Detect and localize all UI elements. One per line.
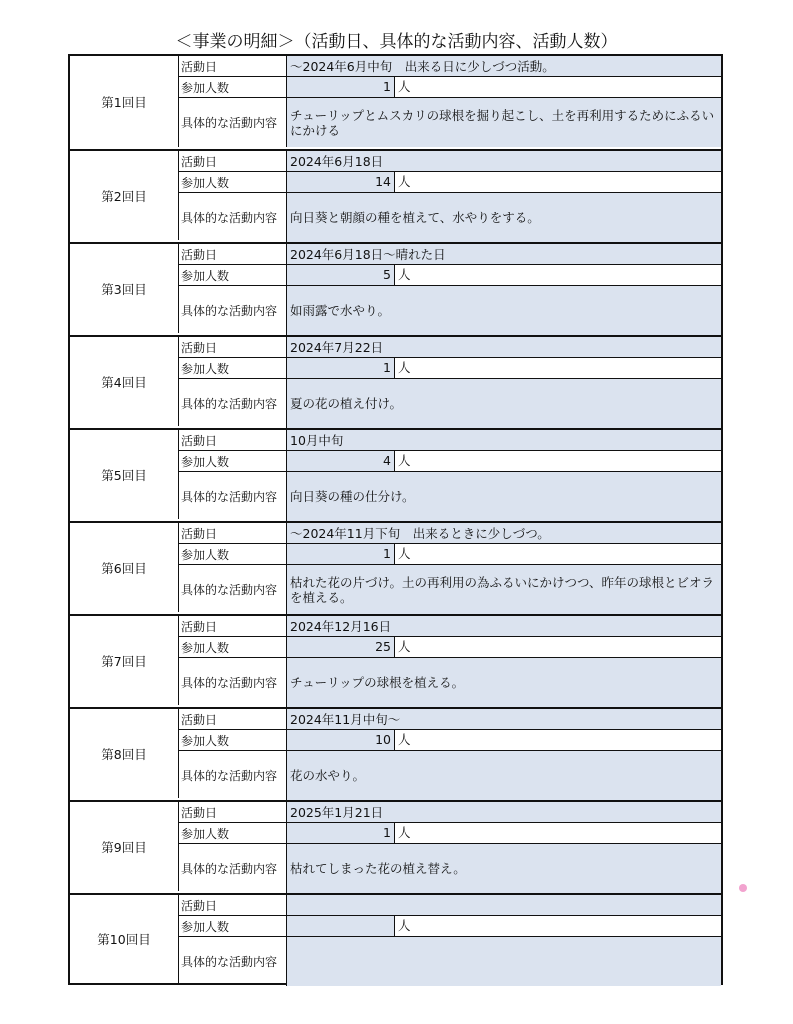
pink-dot-mark [739,884,747,892]
date-value[interactable]: 2024年6月18日～晴れた日 [287,244,721,265]
content-value[interactable]: 如雨露で水やり。 [287,286,721,335]
count-unit: 人 [395,730,721,751]
count-value[interactable]: 4 [287,451,395,472]
round-block [70,56,721,147]
content-label: 具体的な活動内容 [178,286,287,335]
date-value[interactable]: 2024年7月22日 [287,337,721,358]
count-value[interactable] [287,916,395,937]
activity-table [68,54,723,985]
count-value[interactable]: 14 [287,172,395,193]
round-block [70,149,721,240]
round-number: 第10回目 [70,895,179,983]
date-label: 活動日 [178,244,287,265]
content-label: 具体的な活動内容 [178,379,287,428]
round-block [70,707,721,798]
content-value[interactable]: チューリップの球根を植える。 [287,658,721,707]
content-label: 具体的な活動内容 [178,751,287,800]
count-value[interactable]: 1 [287,77,395,98]
count-unit: 人 [395,358,721,379]
content-value[interactable]: 夏の花の植え付け。 [287,379,721,428]
content-value[interactable]: 枯れてしまった花の植え替え。 [287,844,721,893]
date-label: 活動日 [178,430,287,451]
date-value[interactable]: 2024年6月18日 [287,151,721,172]
round-number: 第1回目 [70,56,179,147]
round-block [70,614,721,705]
count-value[interactable]: 25 [287,637,395,658]
date-value[interactable]: 10月中旬 [287,430,721,451]
page-title: ＜事業の明細＞（活動日、具体的な活動内容、活動人数） [175,32,618,52]
count-value[interactable]: 1 [287,544,395,565]
date-value[interactable]: 2024年12月16日 [287,616,721,637]
round-block [70,893,721,983]
count-label: 参加人数 [178,172,287,193]
count-unit: 人 [395,637,721,658]
content-label: 具体的な活動内容 [178,193,287,242]
round-block [70,242,721,333]
content-value[interactable]: チューリップとムスカリの球根を掘り起こし、土を再利用するためにふるいにかける [287,98,721,147]
date-label: 活動日 [178,895,287,916]
date-label: 活動日 [178,523,287,544]
date-label: 活動日 [178,56,287,77]
round-number: 第3回目 [70,244,179,333]
date-label: 活動日 [178,709,287,730]
count-label: 参加人数 [178,451,287,472]
count-label: 参加人数 [178,637,287,658]
count-unit: 人 [395,265,721,286]
count-label: 参加人数 [178,823,287,844]
content-value[interactable]: 向日葵の種の仕分け。 [287,472,721,521]
content-label: 具体的な活動内容 [178,472,287,521]
content-label: 具体的な活動内容 [178,937,287,986]
count-label: 参加人数 [178,916,287,937]
date-value[interactable]: 2024年11月中旬～ [287,709,721,730]
date-label: 活動日 [178,802,287,823]
round-block [70,335,721,426]
count-unit: 人 [395,172,721,193]
count-value[interactable]: 10 [287,730,395,751]
round-number: 第7回目 [70,616,179,705]
date-value[interactable] [287,895,721,916]
round-number: 第5回目 [70,430,179,519]
count-label: 参加人数 [178,544,287,565]
count-unit: 人 [395,451,721,472]
content-label: 具体的な活動内容 [178,98,287,147]
round-number: 第4回目 [70,337,179,426]
count-label: 参加人数 [178,730,287,751]
date-value[interactable]: ～2024年6月中旬 出来る日に少しづつ活動。 [287,56,721,77]
count-value[interactable]: 1 [287,823,395,844]
content-label: 具体的な活動内容 [178,658,287,707]
count-label: 参加人数 [178,77,287,98]
content-value[interactable]: 向日葵と朝顔の種を植えて、水やりをする。 [287,193,721,242]
round-number: 第6回目 [70,523,179,612]
date-label: 活動日 [178,151,287,172]
date-label: 活動日 [178,616,287,637]
content-value[interactable]: 花の水やり。 [287,751,721,800]
count-label: 参加人数 [178,358,287,379]
round-block [70,521,721,612]
count-unit: 人 [395,823,721,844]
content-label: 具体的な活動内容 [178,844,287,893]
round-number: 第9回目 [70,802,179,891]
date-value[interactable]: ～2024年11月下旬 出来るときに少しづつ。 [287,523,721,544]
date-label: 活動日 [178,337,287,358]
content-label: 具体的な活動内容 [178,565,287,614]
count-value[interactable]: 5 [287,265,395,286]
content-value[interactable] [287,937,721,986]
count-value[interactable]: 1 [287,358,395,379]
round-block [70,428,721,519]
round-number: 第2回目 [70,151,179,240]
count-unit: 人 [395,916,721,937]
content-value[interactable]: 枯れた花の片づけ。土の再利用の為ふるいにかけつつ、昨年の球根とビオラを植える。 [287,565,721,614]
round-number: 第8回目 [70,709,179,798]
round-block [70,800,721,891]
count-unit: 人 [395,77,721,98]
date-value[interactable]: 2025年1月21日 [287,802,721,823]
count-unit: 人 [395,544,721,565]
count-label: 参加人数 [178,265,287,286]
